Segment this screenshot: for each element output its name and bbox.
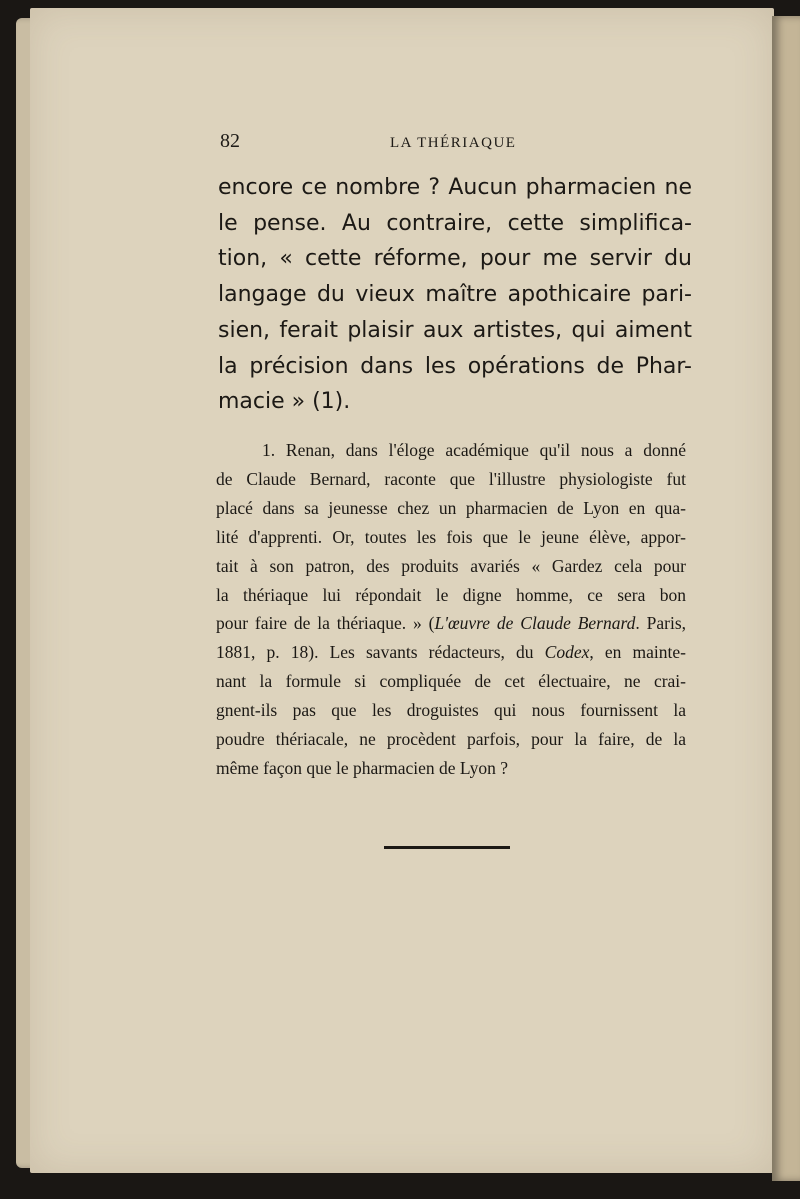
footnote <box>216 436 686 783</box>
body-paragraph <box>218 170 692 420</box>
footnote-line: placé dans sa jeunesse chez un pharmacien de Lyon en qua- <box>216 497 686 518</box>
footnote-line: même façon que le pharmacien de Lyon ? <box>216 757 509 778</box>
footnote-text: pour faire de la thériaque. » ( <box>216 613 435 634</box>
body-line: sien, ferait plaisir aux artistes, qui aiment <box>218 317 692 343</box>
footnote-text: . Paris, <box>635 613 687 634</box>
running-head: LA THÉRIAQUE <box>390 135 517 151</box>
footnote-line: la thériaque lui répondait le digne homme, ce sera bon <box>216 584 686 605</box>
footnote-line: nant la formule si compliquée de cet électuaire, ne crai- <box>216 671 686 692</box>
facing-page-edge <box>772 16 800 1181</box>
footnote-line: gnent-ils pas que les droguistes qui nous fournissent la <box>216 700 686 721</box>
body-line: la précision dans les opérations de Phar- <box>218 353 692 379</box>
body-line: encore ce nombre ? Aucun pharmacien ne <box>218 175 692 200</box>
footnote-line <box>216 609 686 638</box>
footnote-line: lité d'apprenti. Or, toutes les fois que le jeune élève, appor- <box>216 526 686 547</box>
page-number: 82 <box>220 130 240 152</box>
body-line: tion, « cette réforme, pour me servir du <box>218 246 692 272</box>
footnote-line <box>216 638 686 667</box>
body-line: le pense. Au contraire, cette simplifica- <box>218 210 692 236</box>
footnote-line: 1. Renan, dans l'éloge académique qu'il nous a donné <box>262 440 686 460</box>
footnote-line: de Claude Bernard, raconte que l'illustre physiologiste fut <box>216 468 686 489</box>
footnote-line: poudre thériacale, ne procèdent parfois, pour la faire, de la <box>216 729 686 750</box>
page-header <box>220 130 690 160</box>
footnote-text: , en mainte- <box>589 642 686 663</box>
codex-title: Codex <box>544 642 590 663</box>
body-line: langage du vieux maître apothicaire pari- <box>218 282 692 308</box>
cited-work-title: L'œuvre de Claude Bernard <box>434 613 636 634</box>
body-line: macie » (1). <box>218 389 351 415</box>
footnote-line: tait à son patron, des produits avariés « Gardez cela pour <box>216 555 686 576</box>
section-end-rule <box>384 846 510 849</box>
footnote-text: 1881, p. 18). Les savants rédacteurs, du <box>216 642 545 663</box>
